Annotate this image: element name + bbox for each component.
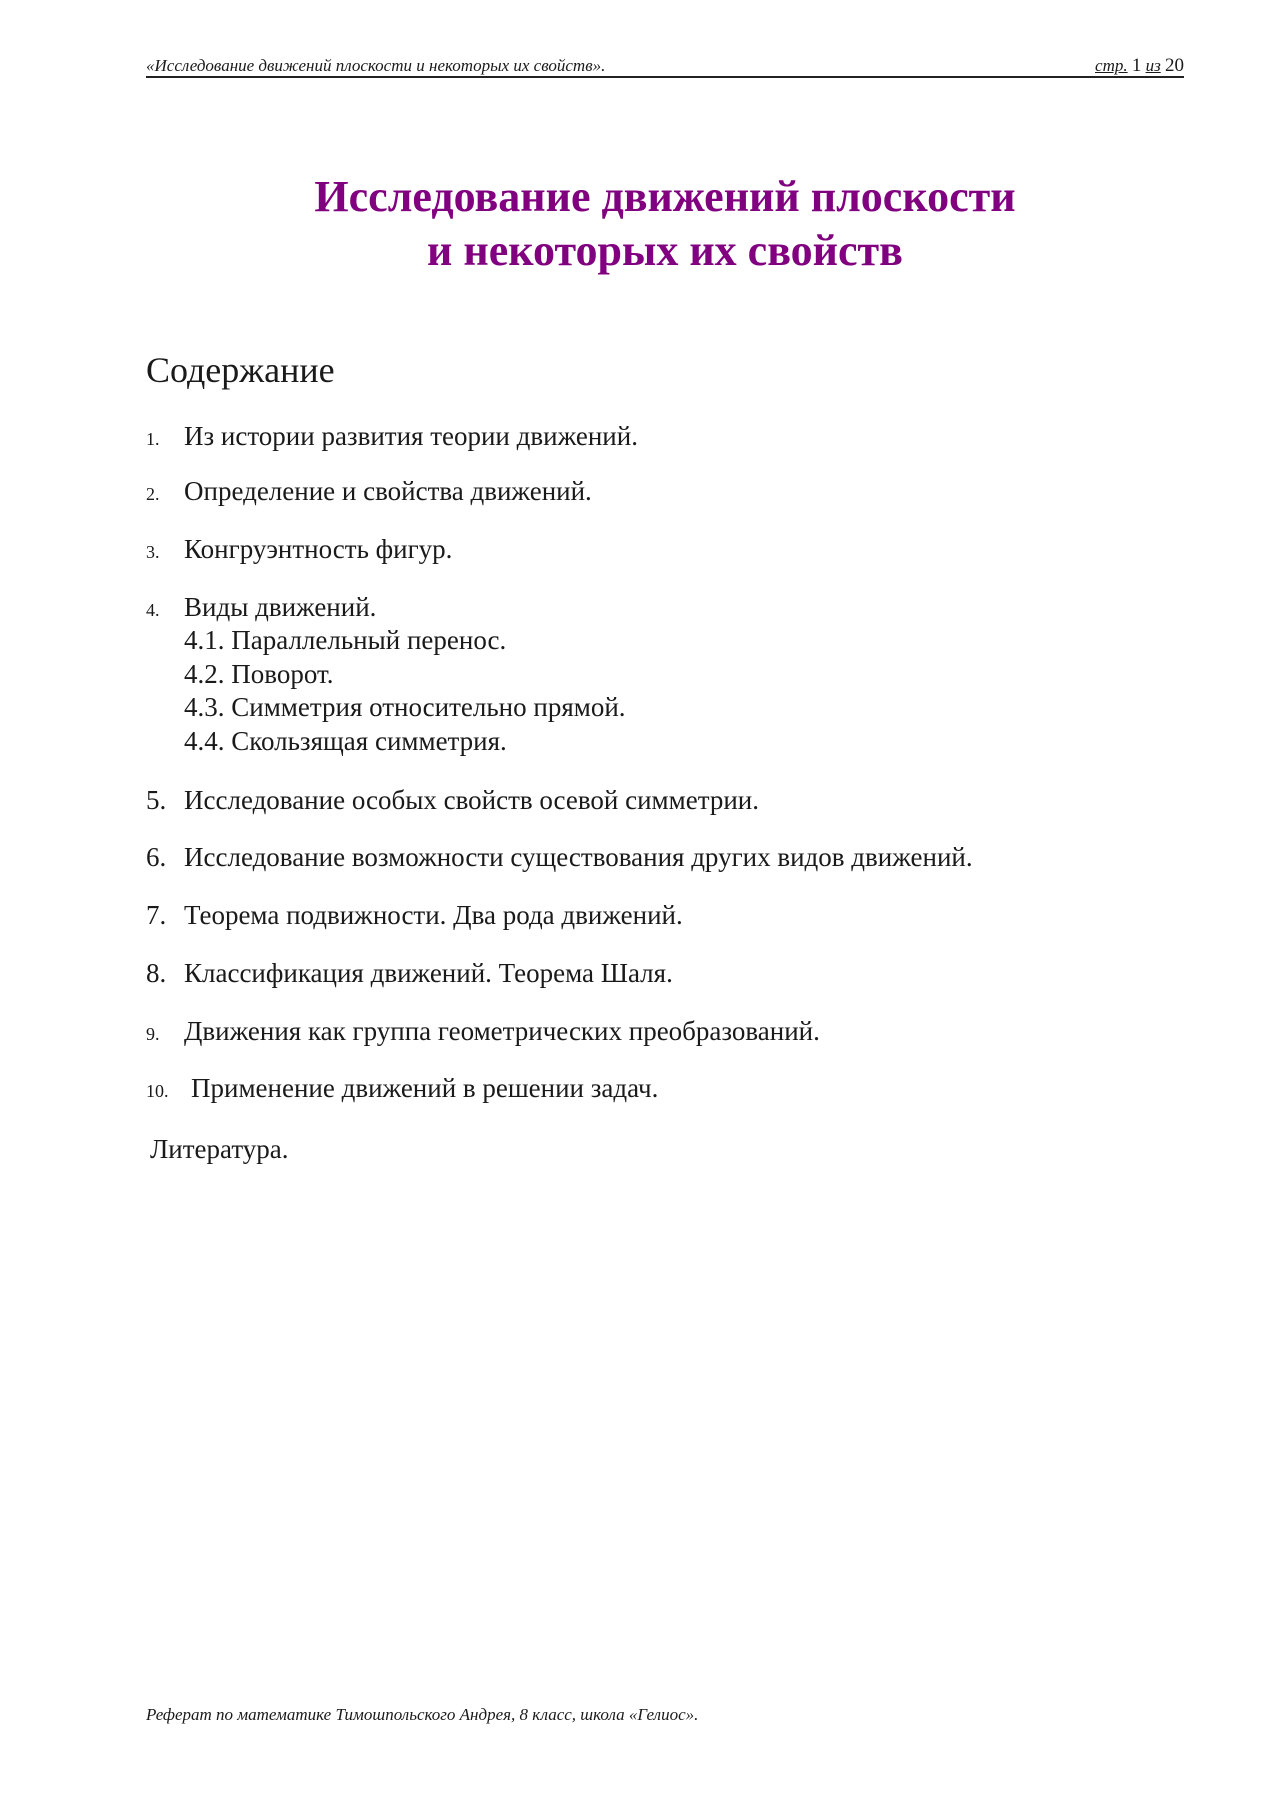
contents-heading: Содержание	[146, 350, 335, 390]
toc-text: Классификация движений. Теорема Шаля.	[184, 958, 673, 988]
toc-number: 10.	[146, 1081, 169, 1101]
toc-text: Исследование возможности существования других видов движений.	[184, 842, 973, 872]
toc-number: 9.	[146, 1024, 160, 1044]
toc-item	[146, 475, 592, 510]
toc-text: Применение движений в решении задач.	[191, 1073, 659, 1103]
toc-item	[146, 420, 638, 455]
page-footer: Реферат по математике Тимошпольского Андрея, 8 класс, школа «Гелиос».	[146, 1705, 699, 1724]
toc-number: 4.	[146, 600, 160, 620]
page-label: стр.	[1095, 56, 1128, 75]
toc-number: 1.	[146, 429, 160, 449]
toc-text: Теорема подвижности. Два рода движений.	[184, 900, 683, 930]
toc-text: Определение и свойства движений.	[184, 476, 592, 506]
toc-number: 5.	[146, 785, 167, 815]
toc-text: Из истории развития теории движений.	[184, 421, 638, 451]
toc-number: 7.	[146, 900, 167, 930]
toc-subitem: 4.1. Параллельный перенос.	[184, 625, 507, 655]
literature-heading: Литература.	[150, 1134, 289, 1164]
toc-text: Конгруэнтность фигур.	[184, 534, 453, 564]
page-counter	[1095, 56, 1184, 76]
toc-item	[146, 591, 376, 626]
toc-subitem: 4.4. Скользящая симметрия.	[184, 726, 507, 756]
toc-item	[146, 957, 673, 989]
toc-subitem: 4.2. Поворот.	[184, 659, 334, 689]
of-label: из	[1145, 56, 1161, 75]
title-line-2: и некоторых их свойств	[427, 226, 903, 275]
toc-subitem: 4.3. Симметрия относительно прямой.	[184, 692, 626, 722]
page-number: 1	[1131, 55, 1142, 76]
toc-item	[146, 841, 973, 873]
page-header	[146, 52, 1184, 78]
toc-number: 3.	[146, 542, 160, 562]
toc-number: 6.	[146, 842, 167, 872]
title-line-1: Исследование движений плоскости	[314, 172, 1016, 221]
toc-number: 2.	[146, 484, 160, 504]
page-total: 20	[1165, 55, 1184, 76]
toc-item	[146, 784, 759, 816]
toc-item	[146, 1072, 658, 1107]
toc-item	[146, 533, 452, 568]
toc-text: Виды движений.	[184, 592, 377, 622]
header-title: «Исследование движений плоскости и некоторых их свойств».	[146, 56, 606, 75]
toc-text: Исследование особых свойств осевой симметрии.	[184, 785, 759, 815]
document-title	[146, 170, 1184, 278]
toc-item	[146, 899, 683, 931]
toc-item	[146, 1015, 820, 1050]
toc-text: Движения как группа геометрических преобразований.	[184, 1016, 820, 1046]
toc-number: 8.	[146, 958, 167, 988]
